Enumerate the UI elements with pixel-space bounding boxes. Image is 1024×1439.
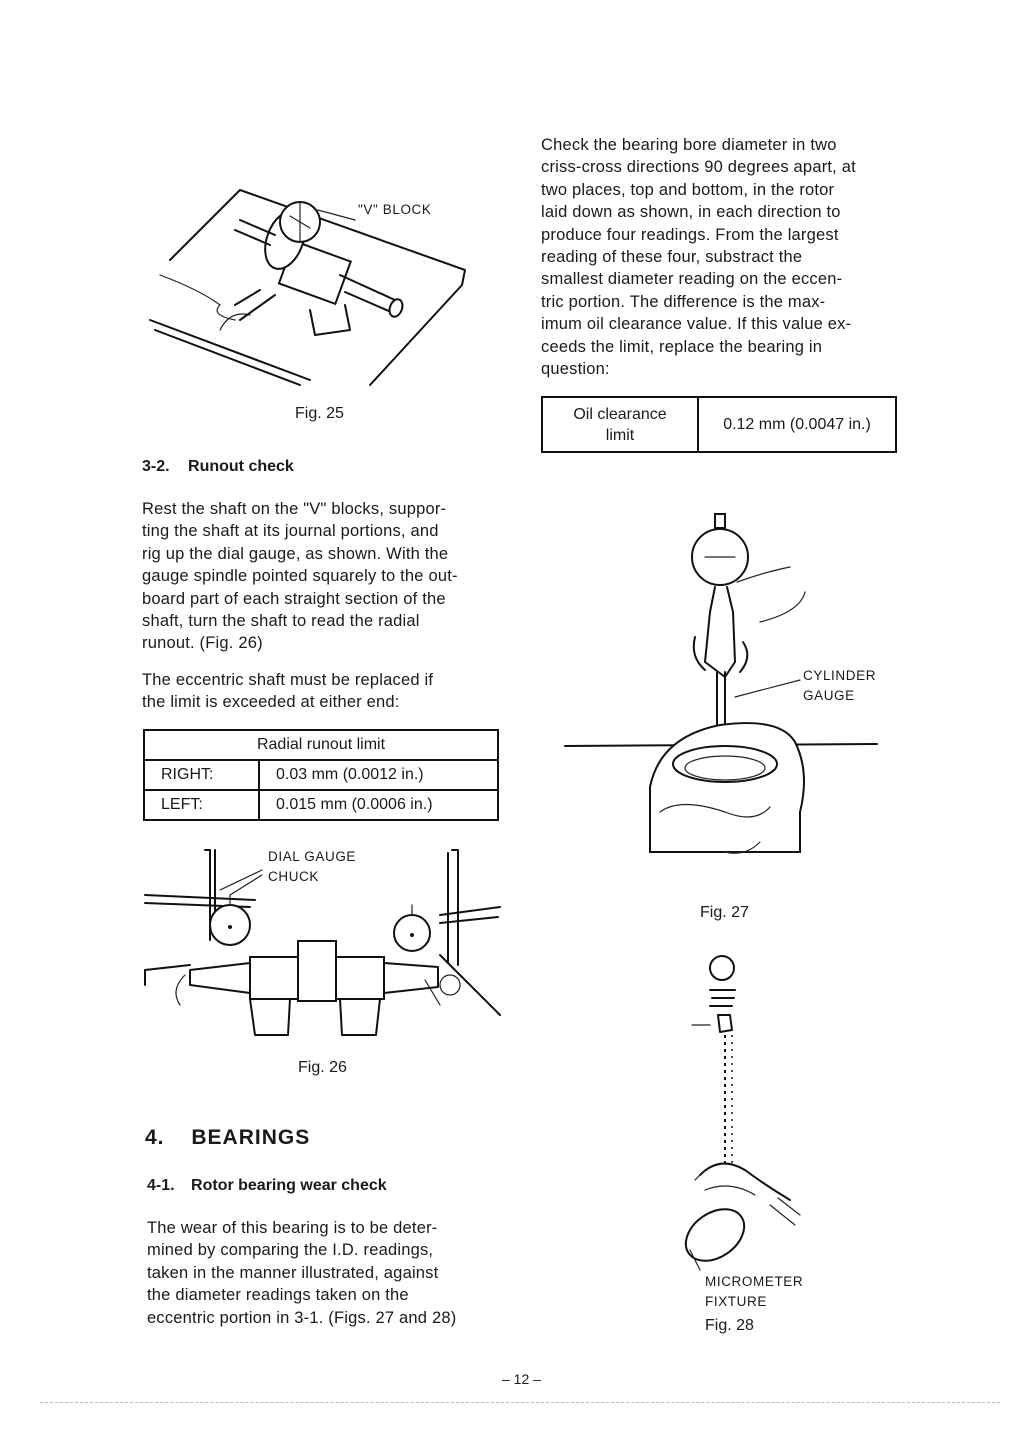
text-line: smallest diameter reading on the eccen- xyxy=(541,270,843,289)
table-row xyxy=(542,397,896,452)
table-row xyxy=(144,760,498,790)
text-line: reading of these four, substract the xyxy=(541,248,803,267)
fig25-v-block-label: "V" BLOCK xyxy=(358,202,432,217)
text-line: board part of each straight section of the xyxy=(142,589,446,608)
runout-paragraph-2 xyxy=(142,669,502,714)
oil-clearance-value: 0.12 mm (0.0047 in.) xyxy=(698,397,896,452)
runout-right-label: RIGHT: xyxy=(144,760,259,790)
text-line: laid down as shown, in each direction to xyxy=(541,203,841,222)
text-line: criss-cross directions 90 degrees apart, at xyxy=(541,158,856,177)
text-line: two places, top and bottom, in the rotor xyxy=(541,180,835,199)
text-line: eccentric portion in 3-1. (Figs. 27 and 28) xyxy=(147,1308,457,1327)
fig28-caption: Fig. 28 xyxy=(705,1317,754,1334)
text-line: ceeds the limit, replace the bearing in xyxy=(541,337,823,356)
fig27-caption: Fig. 27 xyxy=(700,904,749,921)
text-line: runout. (Fig. 26) xyxy=(142,634,263,653)
runout-heading-number: 3-2. xyxy=(142,458,170,475)
text-line: rig up the dial gauge, as shown. With the xyxy=(142,544,449,563)
runout-heading xyxy=(142,458,294,476)
text-line: Check the bearing bore diameter in two xyxy=(541,136,837,154)
label-line: FIXTURE xyxy=(705,1294,767,1309)
oil-clearance-label-line2: limit xyxy=(605,426,635,444)
runout-heading-title: Runout check xyxy=(188,458,294,475)
bearings-heading xyxy=(145,1126,310,1150)
bearing-paragraph xyxy=(147,1217,507,1329)
text-line: ting the shaft at its journal portions, and xyxy=(142,522,439,541)
fig26-illustration xyxy=(140,845,505,1045)
page-number: – 12 – xyxy=(502,1371,541,1387)
subheading-title: Rotor bearing wear check xyxy=(191,1177,387,1194)
text-line: the limit is exceeded at either end: xyxy=(142,693,400,712)
runout-left-label: LEFT: xyxy=(144,790,259,820)
fig25-caption: Fig. 25 xyxy=(295,405,344,422)
rotor-bearing-subheading xyxy=(147,1177,387,1195)
text-line: imum oil clearance value. If this value ex- xyxy=(541,315,852,334)
fig26-caption: Fig. 26 xyxy=(298,1059,347,1076)
oil-clearance-table xyxy=(541,396,897,453)
oil-clearance-label-line1: Oil clearance xyxy=(573,405,667,423)
bearings-heading-number: 4. xyxy=(145,1126,165,1149)
fig28-micrometer-fixture-label xyxy=(705,1272,803,1312)
text-line: question: xyxy=(541,360,610,379)
table-row xyxy=(144,790,498,820)
runout-limit-table xyxy=(143,729,499,821)
label-line: MICROMETER xyxy=(705,1274,804,1289)
oil-clearance-label-cell xyxy=(542,397,698,452)
text-line: mined by comparing the I.D. readings, xyxy=(147,1241,434,1260)
text-line: taken in the manner illustrated, against xyxy=(147,1263,439,1282)
fig26-chuck-label: CHUCK xyxy=(268,869,320,884)
text-line: shaft, turn the shaft to read the radial xyxy=(142,612,420,631)
runout-paragraph-1 xyxy=(142,498,502,655)
label-line: GAUGE xyxy=(803,688,855,703)
label-line: CYLINDER xyxy=(803,668,877,683)
fig26-dial-gauge-label: DIAL GAUGE xyxy=(268,849,357,864)
subheading-number: 4-1. xyxy=(147,1177,175,1194)
text-line: gauge spindle pointed squarely to the out- xyxy=(142,567,458,586)
runout-right-value: 0.03 mm (0.0012 in.) xyxy=(259,760,498,790)
text-line: The wear of this bearing is to be deter- xyxy=(147,1219,438,1237)
runout-left-value: 0.015 mm (0.0006 in.) xyxy=(259,790,498,820)
text-line: The eccentric shaft must be replaced if xyxy=(142,671,434,689)
text-line: produce four readings. From the largest xyxy=(541,225,839,244)
runout-table-title: Radial runout limit xyxy=(144,730,498,760)
text-line: tric portion. The difference is the max- xyxy=(541,292,826,311)
fig28-illustration xyxy=(670,950,820,1270)
scan-artifact-line xyxy=(40,1402,1000,1403)
bearing-check-paragraph xyxy=(541,134,911,380)
text-line: the diameter readings taken on the xyxy=(147,1286,409,1305)
text-line: Rest the shaft on the "V" blocks, suppor- xyxy=(142,500,447,518)
bearings-heading-title: BEARINGS xyxy=(191,1126,311,1149)
fig27-cylinder-gauge-label xyxy=(803,666,876,706)
